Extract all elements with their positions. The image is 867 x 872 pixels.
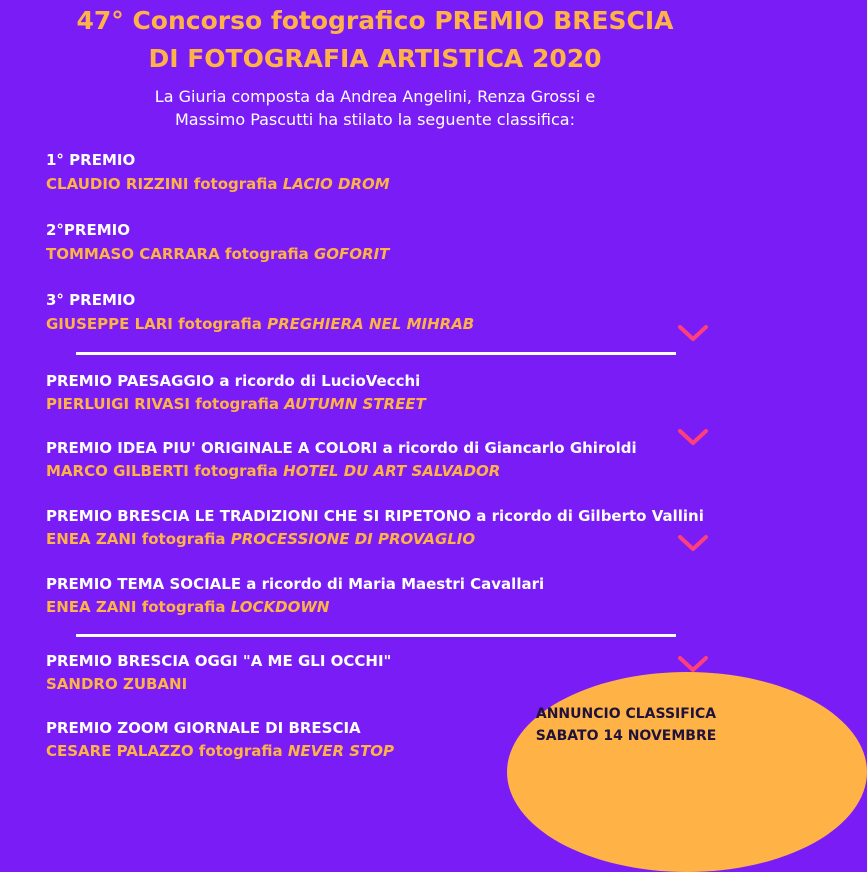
award-title-6: PREMIO BRESCIA LE TRADIZIONI CHE SI RIPETONO a ricordo di Gilberto Vallini bbox=[46, 507, 704, 525]
poster-title-line-2: DI FOTOGRAFIA ARTISTICA 2020 bbox=[148, 44, 602, 73]
award-title-9: PREMIO ZOOM GIORNALE DI BRESCIA bbox=[46, 719, 361, 737]
chevron-down-icon bbox=[677, 534, 709, 552]
section-divider bbox=[76, 634, 676, 637]
announcement-line-1: ANNUNCIO CLASSIFICA bbox=[535, 706, 717, 722]
award-title-4: PREMIO PAESAGGIO a ricordo di LucioVecchi bbox=[46, 372, 421, 390]
jury-intro-line-2: Massimo Pascutti ha stilato la seguente classifica: bbox=[175, 110, 575, 129]
award-winner-8 bbox=[46, 674, 187, 694]
section-divider bbox=[76, 352, 676, 355]
jury-intro-line-1: La Giuria composta da Andrea Angelini, Renza Grossi e bbox=[154, 87, 596, 106]
winner-name: ENEA ZANI fotografia bbox=[46, 530, 231, 548]
winner-name: CESARE PALAZZO fotografia bbox=[46, 742, 288, 760]
award-title-5: PREMIO IDEA PIU' ORIGINALE A COLORI a ricordo di Giancarlo Ghiroldi bbox=[46, 439, 637, 457]
winner-name: CLAUDIO RIZZINI fotografia bbox=[46, 175, 283, 193]
award-winner-7 bbox=[46, 597, 329, 617]
winner-name: PIERLUIGI RIVASI fotografia bbox=[46, 395, 285, 413]
award-winner-2 bbox=[46, 244, 389, 264]
winner-name: TOMMASO CARRARA fotografia bbox=[46, 245, 314, 263]
winner-name: GIUSEPPE LARI fotografia bbox=[46, 315, 268, 333]
award-winner-4 bbox=[46, 394, 426, 414]
award-title-8: PREMIO BRESCIA OGGI "A ME GLI OCCHI" bbox=[46, 652, 392, 670]
announcement-line-2: SABATO 14 NOVEMBRE bbox=[535, 728, 717, 744]
winner-name: SANDRO ZUBANI bbox=[46, 675, 188, 693]
award-winner-6 bbox=[46, 529, 475, 549]
award-winner-9 bbox=[46, 741, 394, 761]
award-winner-5 bbox=[46, 461, 500, 481]
chevron-down-icon bbox=[677, 655, 709, 673]
photo-title: PREGHIERA NEL MIHRAB bbox=[267, 315, 475, 333]
award-title-3: 3° PREMIO bbox=[46, 291, 136, 309]
photo-title: LOCKDOWN bbox=[230, 598, 330, 616]
poster-title-line-1: 47° Concorso fotografico PREMIO BRESCIA bbox=[76, 6, 674, 35]
award-winner-1 bbox=[46, 174, 390, 194]
announcement-badge bbox=[507, 672, 867, 872]
winner-name: ENEA ZANI fotografia bbox=[46, 598, 231, 616]
photo-title: LACIO DROM bbox=[282, 175, 390, 193]
winner-name: MARCO GILBERTI fotografia bbox=[46, 462, 284, 480]
photo-title: GOFORIT bbox=[313, 245, 390, 263]
award-title-2: 2°PREMIO bbox=[46, 221, 130, 239]
chevron-down-icon bbox=[677, 428, 709, 446]
award-winner-3 bbox=[46, 314, 474, 334]
chevron-down-icon bbox=[677, 324, 709, 342]
award-title-1: 1° PREMIO bbox=[46, 151, 136, 169]
photo-title: PROCESSIONE DI PROVAGLIO bbox=[230, 530, 476, 548]
award-title-7: PREMIO TEMA SOCIALE a ricordo di Maria Maestri Cavallari bbox=[46, 575, 545, 593]
photo-title: HOTEL DU ART SALVADOR bbox=[283, 462, 501, 480]
photo-title: AUTUMN STREET bbox=[284, 395, 426, 413]
photo-title: NEVER STOP bbox=[287, 742, 395, 760]
